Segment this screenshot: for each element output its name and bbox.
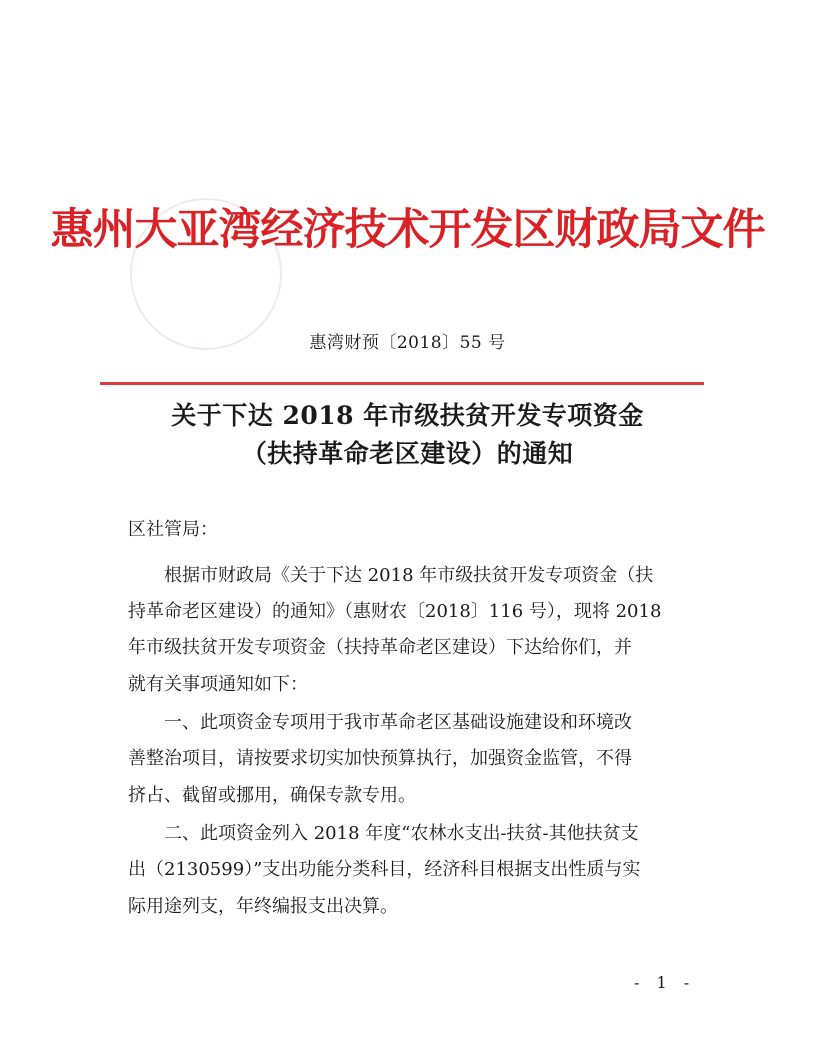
body-line-9: 出（2130599）”支出功能分类科目，经济科目根据支出性质与实: [128, 859, 641, 880]
body-line-1: 根据市财政局《关于下达 2018 年市级扶贫开发专项资金（扶: [128, 565, 654, 586]
body-line-10: 际用途列支，年终编报支出决算。: [128, 896, 398, 917]
issuing-authority-header: 惠州大亚湾经济技术开发区财政局文件: [50, 205, 765, 255]
notice-title-line-1: 关于下达 2018 年市级扶贫开发专项资金: [171, 401, 644, 430]
body-line-3: 年市级扶贫开发专项资金（扶持革命老区建设）下达给你们，并: [128, 637, 632, 658]
salutation: 区社管局：: [128, 519, 218, 540]
document-number: 惠湾财预〔2018〕55 号: [309, 333, 506, 353]
body-line-6: 善整治项目，请按要求切实加快预算执行，加强资金监管，不得: [128, 748, 632, 769]
body-line-2: 持革命老区建设）的通知》（惠财农〔2018〕116 号），现将 2018: [128, 601, 662, 622]
body-line-7: 挤占、截留或挪用，确保专款专用。: [128, 785, 416, 806]
body-line-4: 就有关事项通知如下：: [128, 674, 308, 695]
notice-title-line-2: （扶持革命老区建设）的通知: [241, 439, 574, 468]
body-line-5: 一、此项资金专项用于我市革命老区基础设施建设和环境改: [128, 712, 632, 733]
body-line-8: 二、此项资金列入 2018 年度“农林水支出-扶贫-其他扶贫支: [128, 823, 639, 844]
red-separator-line: [100, 382, 704, 385]
page-number: - 1 -: [634, 973, 696, 992]
